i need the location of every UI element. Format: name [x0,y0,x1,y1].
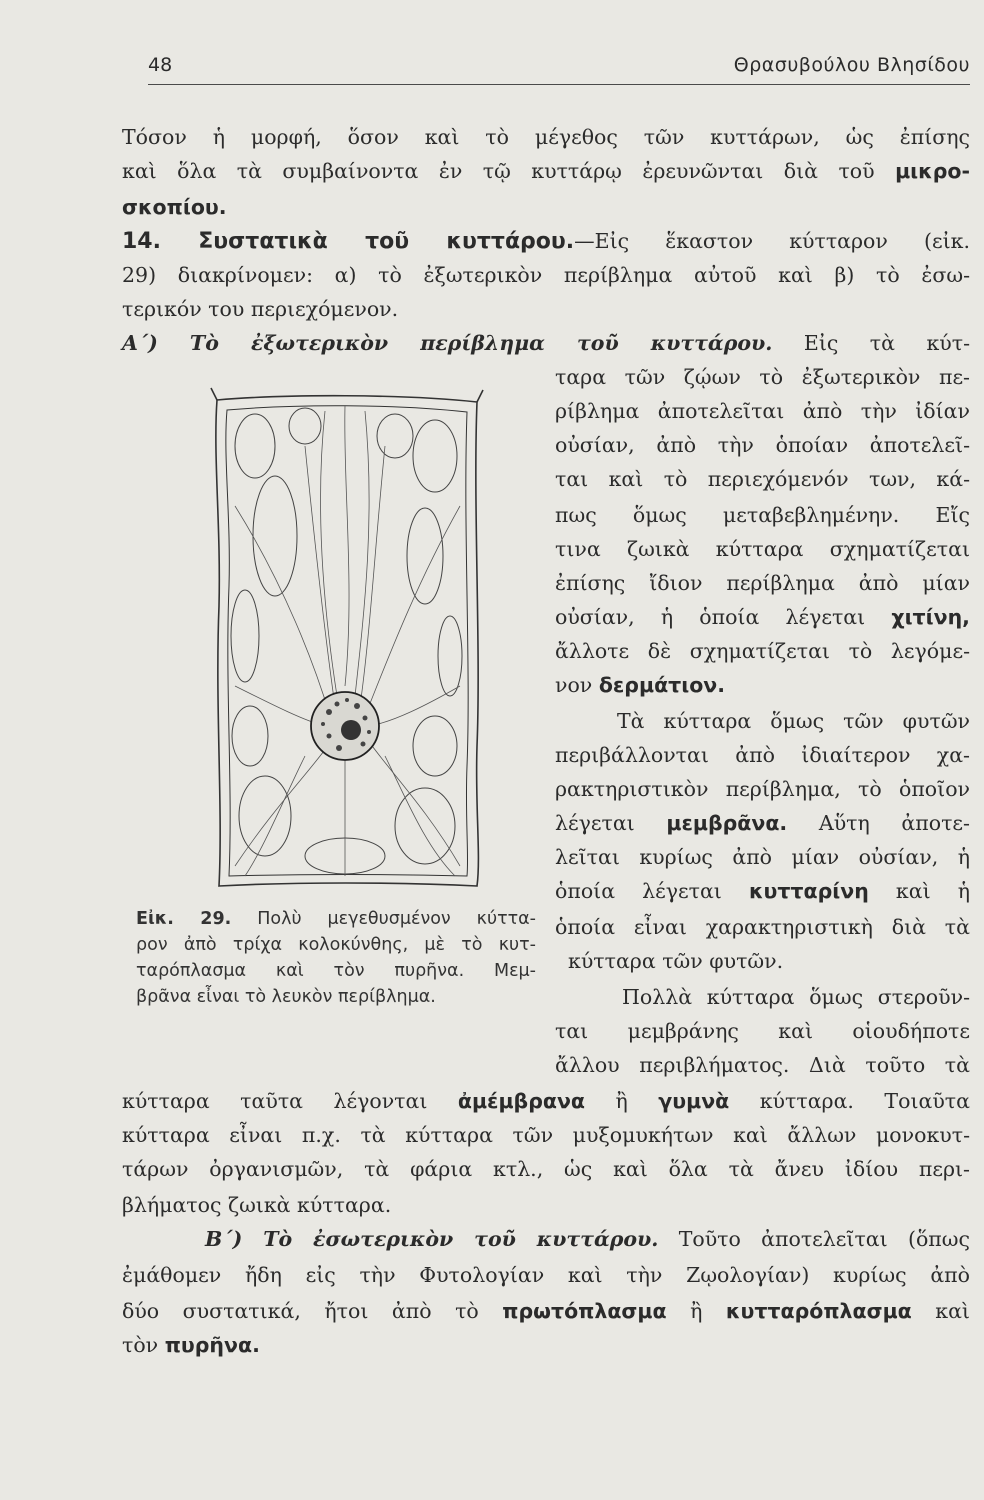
text-line: δύο συστατικά, ἤτοι ἀπὸ τὸ πρωτόπλασμα ἢ κυτταρόπλασμα καὶ [122,1299,970,1323]
text-line: ται καὶ τὸ περιεχόμενόν των, κά- [555,467,970,491]
text-line: λεῖται κυρίως ἀπὸ μίαν οὐσίαν, ἡ [555,845,970,869]
text-line: πως ὅμως μεταβεβλημένην. Εἴς [555,503,970,527]
running-title: Θρασυβούλου Βλησίδου [733,54,970,76]
nucleus [311,692,379,760]
text-line: βλήματος ζωικὰ κύτταρα. [122,1193,392,1217]
text-line: τερικόν του περιεχόμενον. [122,297,399,321]
cell-drawing [205,386,490,894]
text-line: 29) διακρίνομεν: α) τὸ ἐξωτερικὸν περίβλημα αὐτοῦ καὶ β) τὸ ἐσω- [122,263,970,287]
text-line: κύτταρα ταῦτα λέγονται ἀμέμβρανα ἢ γυμνὰ κύτταρα. Τοιαῦτα [122,1089,970,1113]
text-line: νον δερμάτιον. [555,673,726,697]
text-line: περιβάλλονται ἀπὸ ἰδιαίτερον χα- [555,743,970,767]
figure-label: Εἰκ. 29. [136,909,232,929]
cell-illustration [205,386,490,894]
text-line: ρίβλημα ἀποτελεῖται ἀπὸ τὴν ἰδίαν [555,399,970,423]
text-line: κύτταρα εἶναι π.χ. τὰ κύτταρα τῶν μυξομυκήτων καὶ ἄλλων μονοκυτ- [122,1123,970,1147]
text-line: ἐπίσης ἴδιον περίβλημα ἀπὸ μίαν [555,571,970,595]
subheading-outer-envelope: Α΄) Τὸ ἐξωτερικὸν περίβλημα τοῦ κυττάρου. Εἰς τὰ κύτ- [122,331,970,355]
text-line: ρακτηριστικὸν περίβλημα, τὸ ὁποῖον [555,777,970,801]
text-line: σκοπίου. [122,195,227,219]
text-line: ἄλλου περιβλήματος. Διὰ τοῦτο τὰ [555,1053,970,1077]
subheading-inner-content: Β΄) Τὸ ἐσωτερικὸν τοῦ κυττάρου. Τοῦτο ἀποτελεῖται (ὅπως [205,1227,970,1251]
text-line: λέγεται μεμβρᾶνα. Αὕτη ἀποτε- [555,811,970,835]
text-line: ὁποία εἶναι χαρακτηριστικὴ διὰ τὰ [555,915,970,939]
text-line: ὁποία λέγεται κυτταρίνη καὶ ἡ [555,879,970,903]
text-line: ἐμάθομεν ἤδη εἰς τὴν Φυτολογίαν καὶ τὴν Ζῳολογίαν) κυρίως ἀπὸ [122,1263,970,1287]
text-line: Πολλὰ κύτταρα ὅμως στεροῦν- [622,985,970,1009]
text-line: καὶ ὅλα τὰ συμβαίνοντα ἐν τῷ κυττάρῳ ἐρευνῶνται διὰ τοῦ μικρο- [122,159,970,183]
text-line: κύτταρα τῶν φυτῶν. [568,949,784,973]
text-line: Τόσον ἡ μορφή, ὅσον καὶ τὸ μέγεθος τῶν κυττάρων, ὡς ἐπίσης [122,125,970,149]
text-line: οὐσίαν, ἡ ὁποία λέγεται χιτίνη, [555,605,970,629]
text-line: Τὰ κύτταρα ὅμως τῶν φυτῶν [617,709,970,733]
section-heading-14: 14. Συστατικὰ τοῦ κυττάρου.—Εἰς ἕκαστον κύτταρον (εἰκ. [122,229,970,254]
page-number: 48 [148,54,173,76]
text-line: ἄλλοτε δὲ σχηματίζεται τὸ λεγόμε- [555,639,970,663]
text-line: ταρα τῶν ζῴων τὸ ἐξωτερικὸν πε- [555,365,970,389]
page-header [148,50,970,85]
text-line: οὐσίαν, ἀπὸ τὴν ὁποίαν ἀποτελεῖ- [555,433,970,457]
text-line: τινα ζωικὰ κύτταρα σχηματίζεται [555,537,970,561]
text-line: ται μεμβράνης καὶ οἱουδήποτε [555,1019,970,1043]
text-line: τὸν πυρῆνα. [122,1333,260,1357]
figure-caption: Εἰκ. 29. Πολὺ μεγεθυσμένον κύττα- ρον ἀπὸ τρίχα κολοκύνθης, μὲ τὸ κυτ- ταρόπλασμα καὶ τὸν πυρῆνα. Μεμ- βρᾶνα εἶναι τὸ λευκὸν περίβλημα. [136,909,536,1007]
text-line: τάρων ὀργανισμῶν, τὰ φάρια κτλ., ὡς καὶ ὅλα τὰ ἄνευ ἰδίου περι- [122,1157,970,1181]
